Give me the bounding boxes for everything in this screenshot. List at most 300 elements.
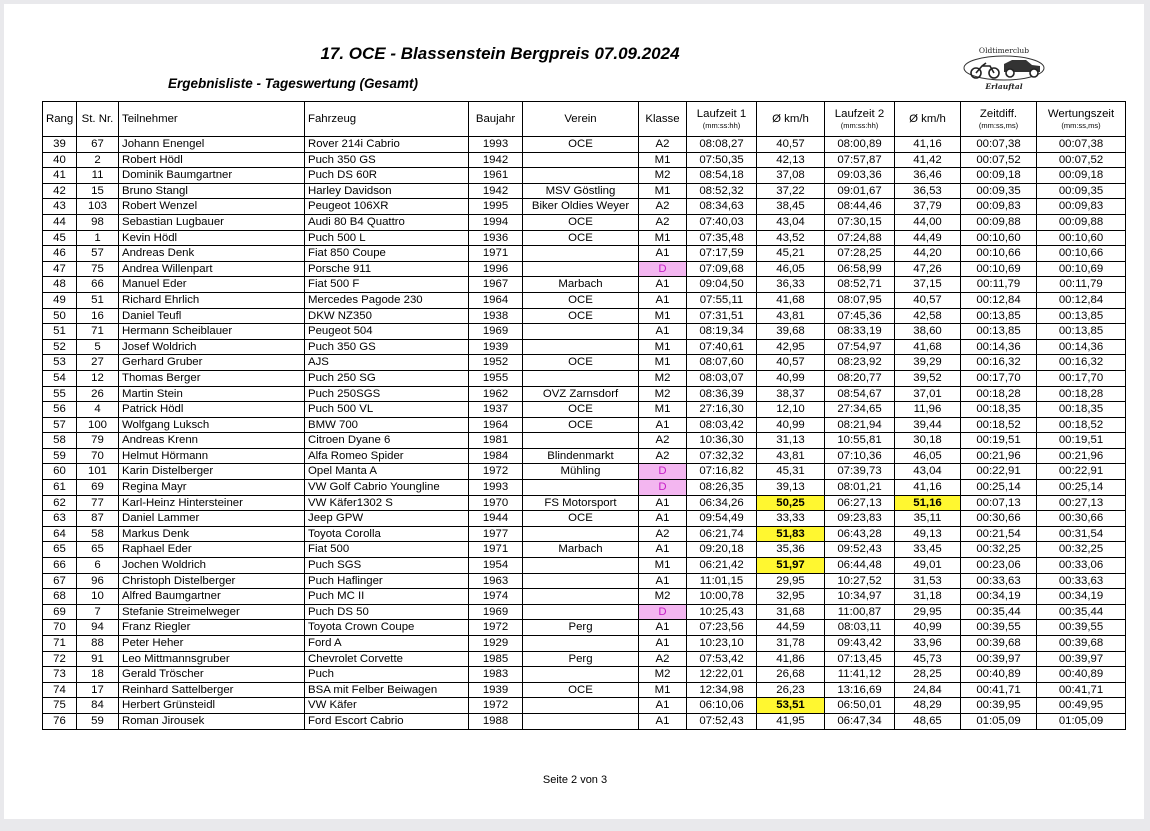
cell-club — [523, 713, 639, 729]
table-row — [43, 168, 1126, 184]
table-row — [43, 464, 1126, 480]
cell-time-difference: 00:14,36 — [961, 339, 1037, 355]
cell-club — [523, 152, 639, 168]
cell-run-time-1: 08:19,34 — [687, 324, 757, 340]
cell-time-difference: 00:40,89 — [961, 667, 1037, 683]
cell-participant: Raphael Eder — [119, 542, 305, 558]
cell-club — [523, 558, 639, 574]
table-row — [43, 433, 1126, 449]
cell-participant: Stefanie Streimelweger — [119, 604, 305, 620]
cell-rating-time: 00:30,66 — [1037, 511, 1126, 527]
cell-avg-speed-1: 43,81 — [757, 308, 825, 324]
cell-build-year: 1936 — [469, 230, 523, 246]
table-row — [43, 558, 1126, 574]
cell-vehicle: DKW NZ350 — [305, 308, 469, 324]
cell-class: A1 — [639, 542, 687, 558]
table-row — [43, 698, 1126, 714]
cell-rang: 71 — [43, 636, 77, 652]
cell-avg-speed-2: 39,44 — [895, 417, 961, 433]
cell-time-difference: 00:39,55 — [961, 620, 1037, 636]
cell-time-difference: 01:05,09 — [961, 713, 1037, 729]
cell-class: M2 — [639, 667, 687, 683]
cell-start-number: 16 — [77, 308, 119, 324]
cell-build-year: 1972 — [469, 620, 523, 636]
cell-avg-speed-1: 26,23 — [757, 682, 825, 698]
cell-rating-time: 00:25,14 — [1037, 480, 1126, 496]
table-row — [43, 682, 1126, 698]
cell-run-time-1: 08:52,32 — [687, 183, 757, 199]
cell-vehicle: Fiat 500 F — [305, 277, 469, 293]
cell-rating-time: 00:11,79 — [1037, 277, 1126, 293]
cell-build-year: 1981 — [469, 433, 523, 449]
cell-participant: Johann Enengel — [119, 137, 305, 153]
cell-avg-speed-2: 33,96 — [895, 636, 961, 652]
cell-time-difference: 00:30,66 — [961, 511, 1037, 527]
table-row — [43, 246, 1126, 262]
cell-avg-speed-2: 44,49 — [895, 230, 961, 246]
cell-avg-speed-1: 31,78 — [757, 636, 825, 652]
cell-vehicle: BSA mit Felber Beiwagen — [305, 682, 469, 698]
cell-run-time-2: 27:34,65 — [825, 402, 895, 418]
cell-rating-time: 00:18,28 — [1037, 386, 1126, 402]
cell-rang: 50 — [43, 308, 77, 324]
cell-rating-time: 00:41,71 — [1037, 682, 1126, 698]
cell-run-time-1: 09:04,50 — [687, 277, 757, 293]
table-row — [43, 277, 1126, 293]
cell-rang: 42 — [43, 183, 77, 199]
cell-run-time-2: 08:01,21 — [825, 480, 895, 496]
cell-run-time-2: 06:47,34 — [825, 713, 895, 729]
cell-run-time-2: 07:57,87 — [825, 152, 895, 168]
cell-participant: Franz Riegler — [119, 620, 305, 636]
cell-start-number: 10 — [77, 589, 119, 605]
cell-participant: Regina Mayr — [119, 480, 305, 496]
col-header-avg-speed-2: Ø km/h — [895, 102, 961, 137]
cell-rang: 63 — [43, 511, 77, 527]
cell-run-time-1: 09:20,18 — [687, 542, 757, 558]
cell-rating-time: 00:35,44 — [1037, 604, 1126, 620]
cell-build-year: 1971 — [469, 542, 523, 558]
cell-run-time-2: 07:39,73 — [825, 464, 895, 480]
cell-club — [523, 433, 639, 449]
cell-rating-time: 01:05,09 — [1037, 713, 1126, 729]
cell-start-number: 27 — [77, 355, 119, 371]
document-title: 17. OCE - Blassenstein Bergpreis 07.09.2024 — [320, 44, 680, 63]
cell-start-number: 11 — [77, 168, 119, 184]
cell-avg-speed-2: 35,11 — [895, 511, 961, 527]
cell-start-number: 5 — [77, 339, 119, 355]
cell-avg-speed-2: 48,65 — [895, 713, 961, 729]
cell-build-year: 1985 — [469, 651, 523, 667]
cell-run-time-1: 08:26,35 — [687, 480, 757, 496]
cell-rang: 41 — [43, 168, 77, 184]
cell-rating-time: 00:33,06 — [1037, 558, 1126, 574]
cell-rating-time: 00:10,69 — [1037, 261, 1126, 277]
cell-rang: 62 — [43, 495, 77, 511]
results-table-body — [43, 137, 1126, 730]
table-row — [43, 651, 1126, 667]
cell-rating-time: 00:21,96 — [1037, 448, 1126, 464]
cell-start-number: 2 — [77, 152, 119, 168]
cell-avg-speed-1: 40,99 — [757, 417, 825, 433]
table-row — [43, 667, 1126, 683]
cell-rang: 48 — [43, 277, 77, 293]
cell-club — [523, 370, 639, 386]
cell-build-year: 1993 — [469, 137, 523, 153]
cell-club: Perg — [523, 620, 639, 636]
cell-avg-speed-2: 36,53 — [895, 183, 961, 199]
cell-vehicle: Opel Manta A — [305, 464, 469, 480]
cell-run-time-1: 07:09,68 — [687, 261, 757, 277]
cell-rating-time: 00:09,88 — [1037, 214, 1126, 230]
cell-rating-time: 00:17,70 — [1037, 370, 1126, 386]
cell-rang: 45 — [43, 230, 77, 246]
cell-build-year: 1938 — [469, 308, 523, 324]
cell-rating-time: 00:07,52 — [1037, 152, 1126, 168]
cell-run-time-2: 10:34,97 — [825, 589, 895, 605]
cell-run-time-2: 07:13,45 — [825, 651, 895, 667]
cell-participant: Patrick Hödl — [119, 402, 305, 418]
cell-start-number: 101 — [77, 464, 119, 480]
cell-time-difference: 00:18,52 — [961, 417, 1037, 433]
cell-build-year: 1970 — [469, 495, 523, 511]
cell-time-difference: 00:34,19 — [961, 589, 1037, 605]
cell-class: M1 — [639, 558, 687, 574]
cell-rang: 73 — [43, 667, 77, 683]
cell-build-year: 1939 — [469, 339, 523, 355]
table-header-row — [43, 102, 1126, 137]
cell-participant: Kevin Hödl — [119, 230, 305, 246]
cell-run-time-2: 08:20,77 — [825, 370, 895, 386]
cell-avg-speed-1: 31,68 — [757, 604, 825, 620]
cell-vehicle: Ford A — [305, 636, 469, 652]
cell-time-difference: 00:09,88 — [961, 214, 1037, 230]
cell-run-time-2: 07:54,97 — [825, 339, 895, 355]
cell-time-difference: 00:09,83 — [961, 199, 1037, 215]
cell-club — [523, 604, 639, 620]
cell-run-time-2: 06:44,48 — [825, 558, 895, 574]
cell-run-time-1: 07:35,48 — [687, 230, 757, 246]
cell-vehicle: Puch 500 VL — [305, 402, 469, 418]
cell-vehicle: Peugeot 504 — [305, 324, 469, 340]
table-row — [43, 152, 1126, 168]
cell-rating-time: 00:07,38 — [1037, 137, 1126, 153]
cell-run-time-2: 06:58,99 — [825, 261, 895, 277]
cell-run-time-1: 06:10,06 — [687, 698, 757, 714]
table-row — [43, 214, 1126, 230]
cell-club: Mühling — [523, 464, 639, 480]
cell-time-difference: 00:18,35 — [961, 402, 1037, 418]
cell-run-time-1: 07:40,61 — [687, 339, 757, 355]
cell-participant: Reinhard Sattelberger — [119, 682, 305, 698]
cell-class: A1 — [639, 277, 687, 293]
cell-avg-speed-1: 42,95 — [757, 339, 825, 355]
cell-participant: Markus Denk — [119, 526, 305, 542]
cell-avg-speed-1: 32,95 — [757, 589, 825, 605]
cell-start-number: 96 — [77, 573, 119, 589]
cell-club — [523, 339, 639, 355]
cell-time-difference: 00:07,38 — [961, 137, 1037, 153]
cell-class: D — [639, 261, 687, 277]
cell-vehicle: Puch SGS — [305, 558, 469, 574]
cell-run-time-1: 10:00,78 — [687, 589, 757, 605]
results-table — [42, 101, 1126, 730]
col-header-vehicle: Fahrzeug — [305, 102, 469, 137]
cell-build-year: 1942 — [469, 152, 523, 168]
cell-vehicle: Citroen Dyane 6 — [305, 433, 469, 449]
cell-rang: 56 — [43, 402, 77, 418]
table-row — [43, 417, 1126, 433]
cell-vehicle: Jeep GPW — [305, 511, 469, 527]
cell-club — [523, 324, 639, 340]
cell-participant: Wolfgang Luksch — [119, 417, 305, 433]
cell-build-year: 1954 — [469, 558, 523, 574]
cell-club: OCE — [523, 214, 639, 230]
cell-rang: 68 — [43, 589, 77, 605]
cell-time-difference: 00:32,25 — [961, 542, 1037, 558]
cell-start-number: 26 — [77, 386, 119, 402]
table-row — [43, 308, 1126, 324]
cell-club: FS Motorsport — [523, 495, 639, 511]
cell-rang: 67 — [43, 573, 77, 589]
cell-run-time-1: 07:17,59 — [687, 246, 757, 262]
cell-run-time-2: 08:00,89 — [825, 137, 895, 153]
table-row — [43, 137, 1126, 153]
cell-run-time-2: 09:03,36 — [825, 168, 895, 184]
cell-rating-time: 00:31,54 — [1037, 526, 1126, 542]
cell-build-year: 1964 — [469, 292, 523, 308]
table-row — [43, 542, 1126, 558]
cell-rang: 54 — [43, 370, 77, 386]
cell-run-time-2: 08:44,46 — [825, 199, 895, 215]
cell-vehicle: Puch Haflinger — [305, 573, 469, 589]
cell-avg-speed-2: 45,73 — [895, 651, 961, 667]
cell-vehicle: Puch DS 50 — [305, 604, 469, 620]
cell-avg-speed-2: 37,79 — [895, 199, 961, 215]
table-row — [43, 573, 1126, 589]
cell-rang: 75 — [43, 698, 77, 714]
cell-avg-speed-1: 37,22 — [757, 183, 825, 199]
cell-class: A2 — [639, 137, 687, 153]
cell-build-year: 1988 — [469, 713, 523, 729]
cell-class: D — [639, 604, 687, 620]
cell-participant: Sebastian Lugbauer — [119, 214, 305, 230]
cell-avg-speed-2: 41,68 — [895, 339, 961, 355]
cell-avg-speed-1: 36,33 — [757, 277, 825, 293]
cell-build-year: 1972 — [469, 464, 523, 480]
cell-avg-speed-1: 29,95 — [757, 573, 825, 589]
cell-build-year: 1967 — [469, 277, 523, 293]
cell-avg-speed-1: 12,10 — [757, 402, 825, 418]
cell-start-number: 69 — [77, 480, 119, 496]
cell-rating-time: 00:27,13 — [1037, 495, 1126, 511]
cell-build-year: 1944 — [469, 511, 523, 527]
cell-avg-speed-1: 50,25 — [757, 495, 825, 511]
cell-time-difference: 00:39,68 — [961, 636, 1037, 652]
col-header-rating-time: Wertungszeit (mm:ss,ms) — [1037, 102, 1126, 137]
cell-club: OCE — [523, 417, 639, 433]
cell-club — [523, 246, 639, 262]
cell-participant: Gerhard Gruber — [119, 355, 305, 371]
cell-vehicle: Harley Davidson — [305, 183, 469, 199]
cell-class: A1 — [639, 417, 687, 433]
cell-avg-speed-1: 37,08 — [757, 168, 825, 184]
club-logo — [954, 46, 1054, 92]
cell-build-year: 1964 — [469, 417, 523, 433]
cell-class: A2 — [639, 448, 687, 464]
cell-vehicle: Puch — [305, 667, 469, 683]
cell-avg-speed-1: 41,86 — [757, 651, 825, 667]
cell-rang: 72 — [43, 651, 77, 667]
cell-avg-speed-2: 51,16 — [895, 495, 961, 511]
cell-start-number: 71 — [77, 324, 119, 340]
cell-start-number: 103 — [77, 199, 119, 215]
cell-avg-speed-1: 31,13 — [757, 433, 825, 449]
cell-build-year: 1961 — [469, 168, 523, 184]
cell-avg-speed-2: 30,18 — [895, 433, 961, 449]
cell-run-time-1: 07:31,51 — [687, 308, 757, 324]
cell-avg-speed-2: 36,46 — [895, 168, 961, 184]
cell-build-year: 1971 — [469, 246, 523, 262]
cell-vehicle: VW Käfer1302 S — [305, 495, 469, 511]
cell-build-year: 1937 — [469, 402, 523, 418]
cell-vehicle: Fiat 850 Coupe — [305, 246, 469, 262]
cell-class: M1 — [639, 339, 687, 355]
cell-rating-time: 00:18,35 — [1037, 402, 1126, 418]
cell-rating-time: 00:14,36 — [1037, 339, 1126, 355]
cell-run-time-1: 10:36,30 — [687, 433, 757, 449]
cell-run-time-1: 06:34,26 — [687, 495, 757, 511]
table-row — [43, 339, 1126, 355]
cell-club: OVZ Zarnsdorf — [523, 386, 639, 402]
cell-avg-speed-1: 51,83 — [757, 526, 825, 542]
cell-rang: 53 — [43, 355, 77, 371]
cell-avg-speed-2: 38,60 — [895, 324, 961, 340]
cell-participant: Jochen Woldrich — [119, 558, 305, 574]
col-header-start-number: St. Nr. — [77, 102, 119, 137]
cell-club — [523, 698, 639, 714]
col-header-participant: Teilnehmer — [119, 102, 305, 137]
cell-club — [523, 480, 639, 496]
cell-club — [523, 526, 639, 542]
cell-rating-time: 00:39,55 — [1037, 620, 1126, 636]
cell-run-time-2: 10:27,52 — [825, 573, 895, 589]
cell-club: OCE — [523, 292, 639, 308]
cell-class: A1 — [639, 636, 687, 652]
cell-participant: Daniel Lammer — [119, 511, 305, 527]
cell-class: A1 — [639, 246, 687, 262]
cell-participant: Martin Stein — [119, 386, 305, 402]
cell-start-number: 91 — [77, 651, 119, 667]
cell-run-time-1: 07:16,82 — [687, 464, 757, 480]
cell-rating-time: 00:13,85 — [1037, 308, 1126, 324]
cell-participant: Karl-Heinz Hintersteiner — [119, 495, 305, 511]
cell-run-time-1: 07:23,56 — [687, 620, 757, 636]
cell-rating-time: 00:10,60 — [1037, 230, 1126, 246]
cell-time-difference: 00:09,18 — [961, 168, 1037, 184]
cell-class: A1 — [639, 698, 687, 714]
cell-avg-speed-1: 43,52 — [757, 230, 825, 246]
cell-club — [523, 667, 639, 683]
cell-class: M1 — [639, 152, 687, 168]
cell-run-time-1: 12:22,01 — [687, 667, 757, 683]
table-row — [43, 495, 1126, 511]
table-row — [43, 620, 1126, 636]
cell-club: OCE — [523, 511, 639, 527]
cell-vehicle: Puch DS 60R — [305, 168, 469, 184]
cell-build-year: 1994 — [469, 214, 523, 230]
cell-class: A2 — [639, 651, 687, 667]
table-row — [43, 199, 1126, 215]
cell-club: Marbach — [523, 542, 639, 558]
cell-participant: Josef Woldrich — [119, 339, 305, 355]
cell-vehicle: Chevrolet Corvette — [305, 651, 469, 667]
cell-avg-speed-2: 31,53 — [895, 573, 961, 589]
cell-run-time-2: 07:45,36 — [825, 308, 895, 324]
cell-run-time-1: 07:40,03 — [687, 214, 757, 230]
cell-time-difference: 00:41,71 — [961, 682, 1037, 698]
cell-club: OCE — [523, 137, 639, 153]
cell-class: A1 — [639, 324, 687, 340]
cell-time-difference: 00:35,44 — [961, 604, 1037, 620]
cell-avg-speed-2: 40,57 — [895, 292, 961, 308]
cell-avg-speed-1: 45,21 — [757, 246, 825, 262]
cell-time-difference: 00:13,85 — [961, 308, 1037, 324]
cell-rating-time: 00:10,66 — [1037, 246, 1126, 262]
cell-rang: 59 — [43, 448, 77, 464]
cell-vehicle: Puch 250SGS — [305, 386, 469, 402]
cell-class: A1 — [639, 511, 687, 527]
cell-avg-speed-2: 29,95 — [895, 604, 961, 620]
cell-build-year: 1929 — [469, 636, 523, 652]
cell-build-year: 1974 — [469, 589, 523, 605]
cell-vehicle: Porsche 911 — [305, 261, 469, 277]
col-header-build-year: Baujahr — [469, 102, 523, 137]
cell-time-difference: 00:11,79 — [961, 277, 1037, 293]
cell-vehicle: Puch 350 GS — [305, 339, 469, 355]
cell-vehicle: Alfa Romeo Spider — [305, 448, 469, 464]
cell-class: M1 — [639, 230, 687, 246]
cell-run-time-1: 12:34,98 — [687, 682, 757, 698]
cell-build-year: 1939 — [469, 682, 523, 698]
cell-vehicle: Puch 500 L — [305, 230, 469, 246]
cell-participant: Thomas Berger — [119, 370, 305, 386]
table-row — [43, 183, 1126, 199]
cell-rang: 65 — [43, 542, 77, 558]
cell-rang: 70 — [43, 620, 77, 636]
cell-vehicle: Rover 214i Cabrio — [305, 137, 469, 153]
cell-run-time-1: 08:03,07 — [687, 370, 757, 386]
table-row — [43, 402, 1126, 418]
cell-run-time-1: 08:03,42 — [687, 417, 757, 433]
cell-class: A1 — [639, 713, 687, 729]
cell-participant: Leo Mittmannsgruber — [119, 651, 305, 667]
cell-club — [523, 589, 639, 605]
cell-time-difference: 00:10,60 — [961, 230, 1037, 246]
cell-avg-speed-1: 45,31 — [757, 464, 825, 480]
cell-rating-time: 00:13,85 — [1037, 324, 1126, 340]
cell-avg-speed-2: 44,00 — [895, 214, 961, 230]
cell-time-difference: 00:09,35 — [961, 183, 1037, 199]
cell-rang: 64 — [43, 526, 77, 542]
table-row — [43, 713, 1126, 729]
cell-class: M1 — [639, 682, 687, 698]
cell-class: M2 — [639, 370, 687, 386]
cell-run-time-1: 27:16,30 — [687, 402, 757, 418]
cell-run-time-1: 08:07,60 — [687, 355, 757, 371]
cell-build-year: 1969 — [469, 324, 523, 340]
cell-avg-speed-2: 41,42 — [895, 152, 961, 168]
